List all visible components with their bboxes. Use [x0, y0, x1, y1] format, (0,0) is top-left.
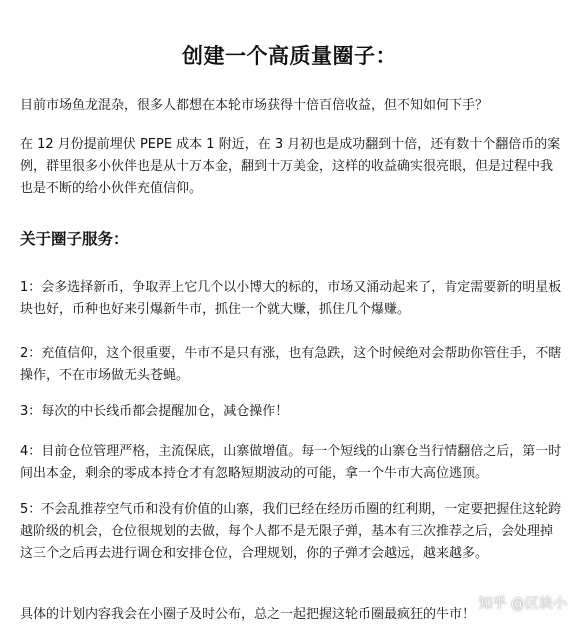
intro-paragraph: 目前市场鱼龙混杂，很多人都想在本轮市场获得十倍百倍收益，但不知如何下手？ — [20, 98, 489, 113]
service-item-5: 5：不会乱推荐空气币和没有价值的山寨，我们已经在经历币圈的红利期，一定要把握住这轮跨越阶级的机会，仓位很规划的去做，每个人都不是无限子弹，基本有三次推荐之后，会处理掉这三个之后再去进行调仓和安排仓位，合理规划，你的子弹才会越远，越来越多。 — [20, 502, 562, 561]
article-title: 创建一个高质量圈子： — [182, 43, 397, 68]
closing-paragraph: 具体的计划内容我会在小圈子及时公布，总之一起把握这轮币圈最疯狂的牛市！ — [20, 607, 476, 622]
zhihu-watermark: 知乎 @区块小 — [478, 596, 567, 612]
service-item-2: 2：充值信仰，这个很重要，牛市不是只有涨，也有急跌，这个时候绝对会帮助你管住手，不瞎操作，不在市场做无头苍蝇。 — [20, 346, 562, 383]
story-paragraph: 在 12 月份提前埋伏 PEPE 成本 1 附近，在 3 月初也是成功翻到十倍，还有数十个翻倍币的案例，群里很多小伙伴也是从十万本金，翻到十万美金，这样的收益确实很亮眼，但是过程中我也是不断的给小伙伴充值信仰。 — [20, 137, 561, 196]
service-item-3: 3：每次的中长线币都会提醒加仓，减仓操作！ — [20, 404, 289, 419]
service-item-4: 4：目前仓位管理严格，主流保底，山寨做增值。每一个短线的山寨仓当行情翻倍之后，第一时间出本金，剩余的零成本持仓才有忽略短期波动的可能，拿一个牛市大高位逃顶。 — [20, 444, 562, 481]
service-item-1: 1：会多选择新币，争取弄上它几个以小博大的标的，市场又涌动起来了，肯定需要新的明星板块也好，币种也好来引爆新牛市，抓住一个就大赚，抓住几个爆赚。 — [20, 280, 562, 317]
services-heading: 关于圈子服务： — [20, 229, 129, 248]
